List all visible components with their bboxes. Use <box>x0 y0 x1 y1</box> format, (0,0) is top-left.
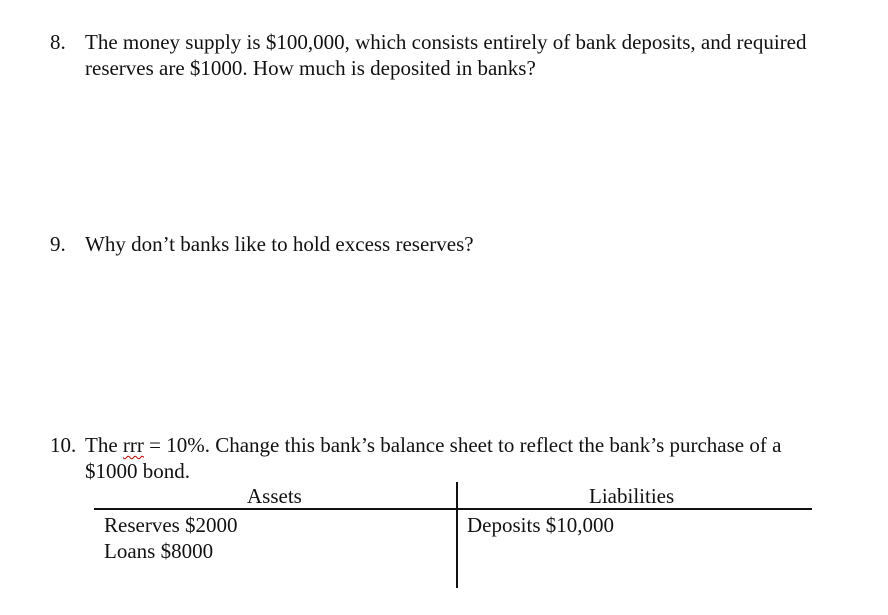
question-number: 9. <box>50 232 66 256</box>
question-text-line: The money supply is $100,000, which consists entirely of bank deposits, and required <box>85 30 807 54</box>
liabilities-header: Liabilities <box>589 484 675 508</box>
question-8 <box>50 29 850 81</box>
question-9 <box>50 231 850 257</box>
text-segment: = 10%. Change this bank’s balance sheet to reflect the bank’s purchase of a <box>143 433 782 457</box>
assets-column <box>104 512 238 564</box>
liability-item: Deposits $10,000 <box>467 513 614 537</box>
question-text <box>85 432 850 484</box>
question-text-line: Why don’t banks like to hold excess reserves? <box>85 232 474 256</box>
question-text-line: reserves are $1000. How much is deposited in banks? <box>85 56 536 80</box>
question-text <box>85 231 850 257</box>
assets-header: Assets <box>247 484 302 508</box>
spellcheck-flagged-term: rrr <box>122 433 144 457</box>
asset-item: Loans $8000 <box>104 539 214 563</box>
t-account-horizontal-rule <box>94 508 812 510</box>
question-number: 8. <box>50 30 66 54</box>
balance-sheet-t-account <box>94 482 812 588</box>
asset-item: Reserves $2000 <box>104 513 238 537</box>
question-10 <box>50 432 850 484</box>
question-text-line <box>85 432 850 458</box>
text-segment: The <box>85 433 123 457</box>
question-number: 10. <box>50 433 77 457</box>
question-text-line: $1000 bond. <box>85 459 190 483</box>
question-text <box>85 29 850 81</box>
liabilities-column <box>467 512 614 538</box>
t-account-vertical-rule <box>456 482 458 588</box>
